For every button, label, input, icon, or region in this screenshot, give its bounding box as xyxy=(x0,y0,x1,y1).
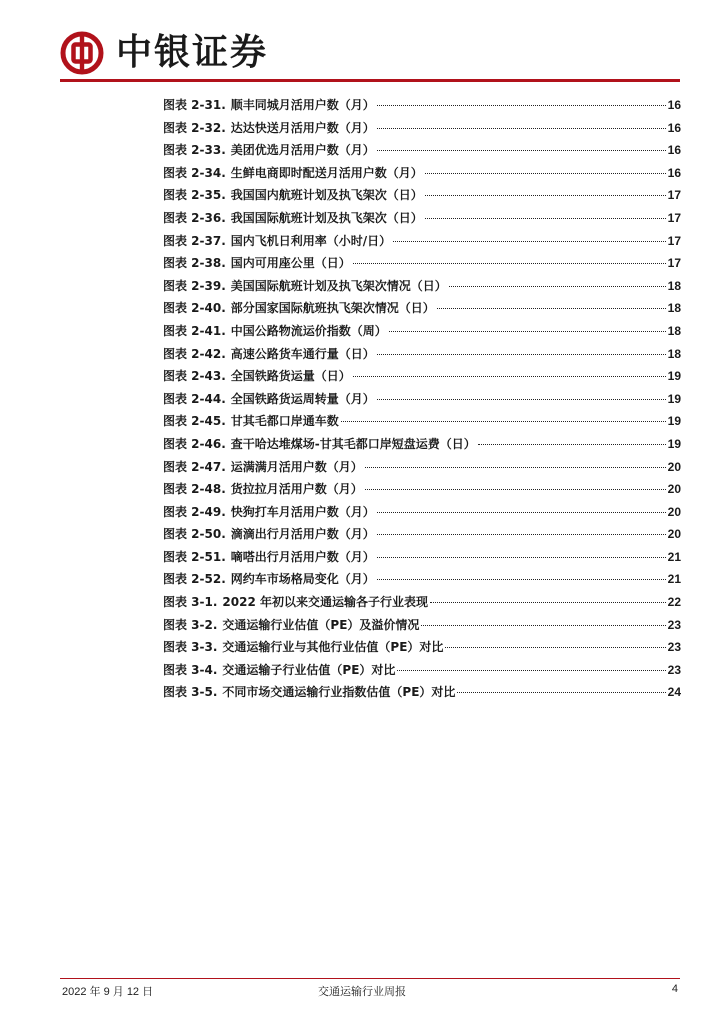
toc-dot-leader xyxy=(430,601,666,603)
toc-entry-page: 23 xyxy=(667,617,681,632)
toc-entry-title: 嘀嗒出行月活用户数（月） xyxy=(230,549,375,564)
toc-entry-label: 图表 2-37. xyxy=(163,233,226,248)
toc-entry-page: 21 xyxy=(667,572,681,587)
toc-dot-leader xyxy=(478,443,666,445)
toc-dot-leader xyxy=(445,646,665,648)
toc-dot-leader xyxy=(377,511,666,513)
toc-entry-page: 20 xyxy=(667,504,681,519)
toc-entry-page: 16 xyxy=(667,98,681,112)
toc-entry-label: 图表 2-51. xyxy=(163,549,226,564)
toc-entry[interactable] xyxy=(163,117,681,140)
toc-entry[interactable] xyxy=(163,614,681,637)
toc-entry[interactable] xyxy=(163,343,681,366)
toc-dot-leader xyxy=(425,172,666,174)
toc-dot-leader xyxy=(397,669,665,671)
toc-entry-title: 交通运输行业估值（PE）及溢价情况 xyxy=(222,617,420,632)
toc-entry-label: 图表 2-47. xyxy=(163,459,226,474)
toc-dot-leader xyxy=(377,149,666,151)
toc-entry-label: 图表 2-33. xyxy=(163,143,226,158)
toc-entry-page: 21 xyxy=(667,549,681,564)
toc-entry[interactable] xyxy=(163,252,681,275)
toc-entry[interactable] xyxy=(163,659,681,682)
toc-entry-label: 图表 2-38. xyxy=(163,256,226,271)
toc-entry-title: 2022 年初以来交通运输各子行业表现 xyxy=(222,595,428,610)
toc-dot-leader xyxy=(377,578,666,580)
toc-entry-title: 全国铁路货运量（日） xyxy=(230,369,351,384)
toc-entry-title: 国内可用座公里（日） xyxy=(230,256,351,271)
toc-entry-label: 图表 3-5. xyxy=(163,685,218,700)
toc-entry-label: 图表 3-1. xyxy=(163,595,218,610)
toc-entry-label: 图表 2-34. xyxy=(163,165,226,180)
toc-dot-leader xyxy=(425,194,666,196)
toc-entry-label: 图表 2-52. xyxy=(163,572,226,587)
toc-dot-leader xyxy=(437,307,666,309)
toc-entry-title: 部分国家国际航班执飞架次情况（日） xyxy=(230,301,435,316)
toc-entry-title: 生鲜电商即时配送月活用户数（月） xyxy=(230,165,423,180)
toc-entry-label: 图表 2-36. xyxy=(163,210,226,225)
toc-entry-title: 交通运输子行业估值（PE）对比 xyxy=(222,662,396,677)
toc-entry-label: 图表 2-45. xyxy=(163,414,226,429)
toc-entry[interactable] xyxy=(163,275,681,298)
footer-divider xyxy=(60,978,680,979)
toc-entry-page: 16 xyxy=(667,120,681,135)
toc-dot-leader xyxy=(353,262,666,264)
toc-entry[interactable] xyxy=(163,297,681,320)
toc-entry-page: 23 xyxy=(667,662,681,677)
toc-entry-page: 18 xyxy=(667,346,681,361)
toc-entry[interactable] xyxy=(163,162,681,185)
toc-entry-title: 中国公路物流运价指数（周） xyxy=(230,323,387,338)
toc-entry-label: 图表 2-39. xyxy=(163,278,226,293)
toc-entry-page: 16 xyxy=(667,165,681,180)
toc-entry-label: 图表 2-32. xyxy=(163,120,226,135)
toc-entry[interactable] xyxy=(163,230,681,253)
toc-entry[interactable] xyxy=(163,636,681,659)
toc-entry[interactable] xyxy=(163,94,681,117)
toc-dot-leader xyxy=(425,217,666,219)
toc-entry-title: 运满满月活用户数（月） xyxy=(230,459,363,474)
bank-of-china-logo-icon xyxy=(60,31,104,75)
toc-entry-title: 不同市场交通运输行业指数估值（PE）对比 xyxy=(222,685,456,700)
toc-entry-title: 美国国际航班计划及执飞架次情况（日） xyxy=(230,278,447,293)
toc-dot-leader xyxy=(377,533,666,535)
toc-entry-label: 图表 2-41. xyxy=(163,323,226,338)
toc-entry-title: 快狗打车月活用户数（月） xyxy=(230,504,375,519)
toc-entry-page: 18 xyxy=(667,301,681,316)
toc-dot-leader xyxy=(421,624,665,626)
toc-entry-title: 甘其毛都口岸通车数 xyxy=(230,414,339,429)
toc-entry[interactable] xyxy=(163,184,681,207)
toc-entry[interactable] xyxy=(163,456,681,479)
toc-entry-title: 交通运输行业与其他行业估值（PE）对比 xyxy=(222,640,444,655)
toc-entry-label: 图表 2-40. xyxy=(163,301,226,316)
toc-dot-leader xyxy=(389,330,666,332)
toc-entry-page: 18 xyxy=(667,323,681,338)
toc-entry-label: 图表 2-35. xyxy=(163,188,226,203)
toc-entry-page: 16 xyxy=(667,143,681,158)
toc-entry-page: 19 xyxy=(667,414,681,429)
toc-entry-label: 图表 2-44. xyxy=(163,391,226,406)
toc-entry-title: 美团优选月活用户数（月） xyxy=(230,143,375,158)
toc-entry[interactable] xyxy=(163,410,681,433)
toc-entry[interactable] xyxy=(163,681,681,704)
toc-entry[interactable] xyxy=(163,365,681,388)
toc-entry[interactable] xyxy=(163,568,681,591)
toc-dot-leader xyxy=(365,488,666,490)
toc-entry[interactable] xyxy=(163,501,681,524)
figure-list xyxy=(163,94,681,704)
toc-entry-page: 19 xyxy=(667,391,681,406)
toc-entry-title: 达达快送月活用户数（月） xyxy=(230,120,375,135)
toc-entry-page: 23 xyxy=(667,640,681,655)
toc-dot-leader xyxy=(353,375,666,377)
toc-entry-page: 20 xyxy=(667,527,681,542)
toc-dot-leader xyxy=(377,398,666,400)
toc-entry-label: 图表 2-46. xyxy=(163,436,226,451)
toc-entry-page: 17 xyxy=(667,210,681,225)
toc-entry[interactable] xyxy=(163,478,681,501)
toc-entry-label: 图表 2-43. xyxy=(163,369,226,384)
toc-dot-leader xyxy=(365,466,666,468)
toc-entry[interactable] xyxy=(163,139,681,162)
toc-entry-page: 20 xyxy=(667,482,681,497)
page-header xyxy=(0,0,724,88)
toc-entry-page: 20 xyxy=(667,459,681,474)
toc-entry-page: 19 xyxy=(667,369,681,384)
toc-dot-leader xyxy=(449,285,666,287)
footer-date: 2022 年 9 月 12 日 xyxy=(62,986,154,998)
toc-entry-label: 图表 2-42. xyxy=(163,346,226,361)
toc-entry-page: 24 xyxy=(667,685,681,700)
toc-entry[interactable] xyxy=(163,320,681,343)
toc-entry-page: 18 xyxy=(667,278,681,293)
toc-entry-label: 图表 2-49. xyxy=(163,504,226,519)
toc-entry-page: 17 xyxy=(667,233,681,248)
toc-dot-leader xyxy=(341,420,666,422)
toc-dot-leader xyxy=(377,556,666,558)
toc-entry-title: 网约车市场格局变化（月） xyxy=(230,572,375,587)
header-divider xyxy=(60,79,680,82)
toc-entry-title: 高速公路货车通行量（日） xyxy=(230,346,375,361)
toc-entry-title: 货拉拉月活用户数（月） xyxy=(230,482,363,497)
toc-entry[interactable] xyxy=(163,388,681,411)
toc-entry-page: 17 xyxy=(667,256,681,271)
toc-entry-title: 顺丰同城月活用户数（月） xyxy=(230,98,375,112)
toc-dot-leader xyxy=(377,127,666,129)
toc-entry-page: 19 xyxy=(667,436,681,451)
toc-entry[interactable] xyxy=(163,523,681,546)
toc-entry-title: 我国国内航班计划及执飞架次（日） xyxy=(230,188,423,203)
brand-name: 中银证券 xyxy=(116,31,269,73)
toc-entry[interactable] xyxy=(163,546,681,569)
toc-entry[interactable] xyxy=(163,433,681,456)
toc-entry-title: 查干哈达堆煤场-甘其毛都口岸短盘运费（日） xyxy=(230,436,476,451)
toc-entry-label: 图表 3-3. xyxy=(163,640,218,655)
toc-dot-leader xyxy=(393,240,665,242)
toc-entry-title: 我国国际航班计划及执飞架次（日） xyxy=(230,210,423,225)
toc-entry-label: 图表 3-4. xyxy=(163,662,218,677)
toc-entry-title: 全国铁路货运周转量（月） xyxy=(230,391,375,406)
footer-page-number: 4 xyxy=(671,983,678,995)
toc-entry-page: 17 xyxy=(667,188,681,203)
toc-dot-leader xyxy=(377,353,666,355)
toc-entry-title: 国内飞机日利用率（小时/日） xyxy=(230,233,392,248)
toc-entry-page: 22 xyxy=(667,595,681,610)
toc-entry-label: 图表 2-31. xyxy=(163,98,226,112)
toc-dot-leader xyxy=(457,691,665,693)
toc-entry[interactable] xyxy=(163,207,681,230)
footer-report-name: 交通运输行业周报 xyxy=(318,986,406,998)
toc-entry-label: 图表 3-2. xyxy=(163,617,218,632)
toc-dot-leader xyxy=(377,104,666,106)
toc-entry-label: 图表 2-48. xyxy=(163,482,226,497)
toc-entry[interactable] xyxy=(163,591,681,614)
toc-entry-label: 图表 2-50. xyxy=(163,527,226,542)
toc-entry-title: 滴滴出行月活用户数（月） xyxy=(230,527,375,542)
